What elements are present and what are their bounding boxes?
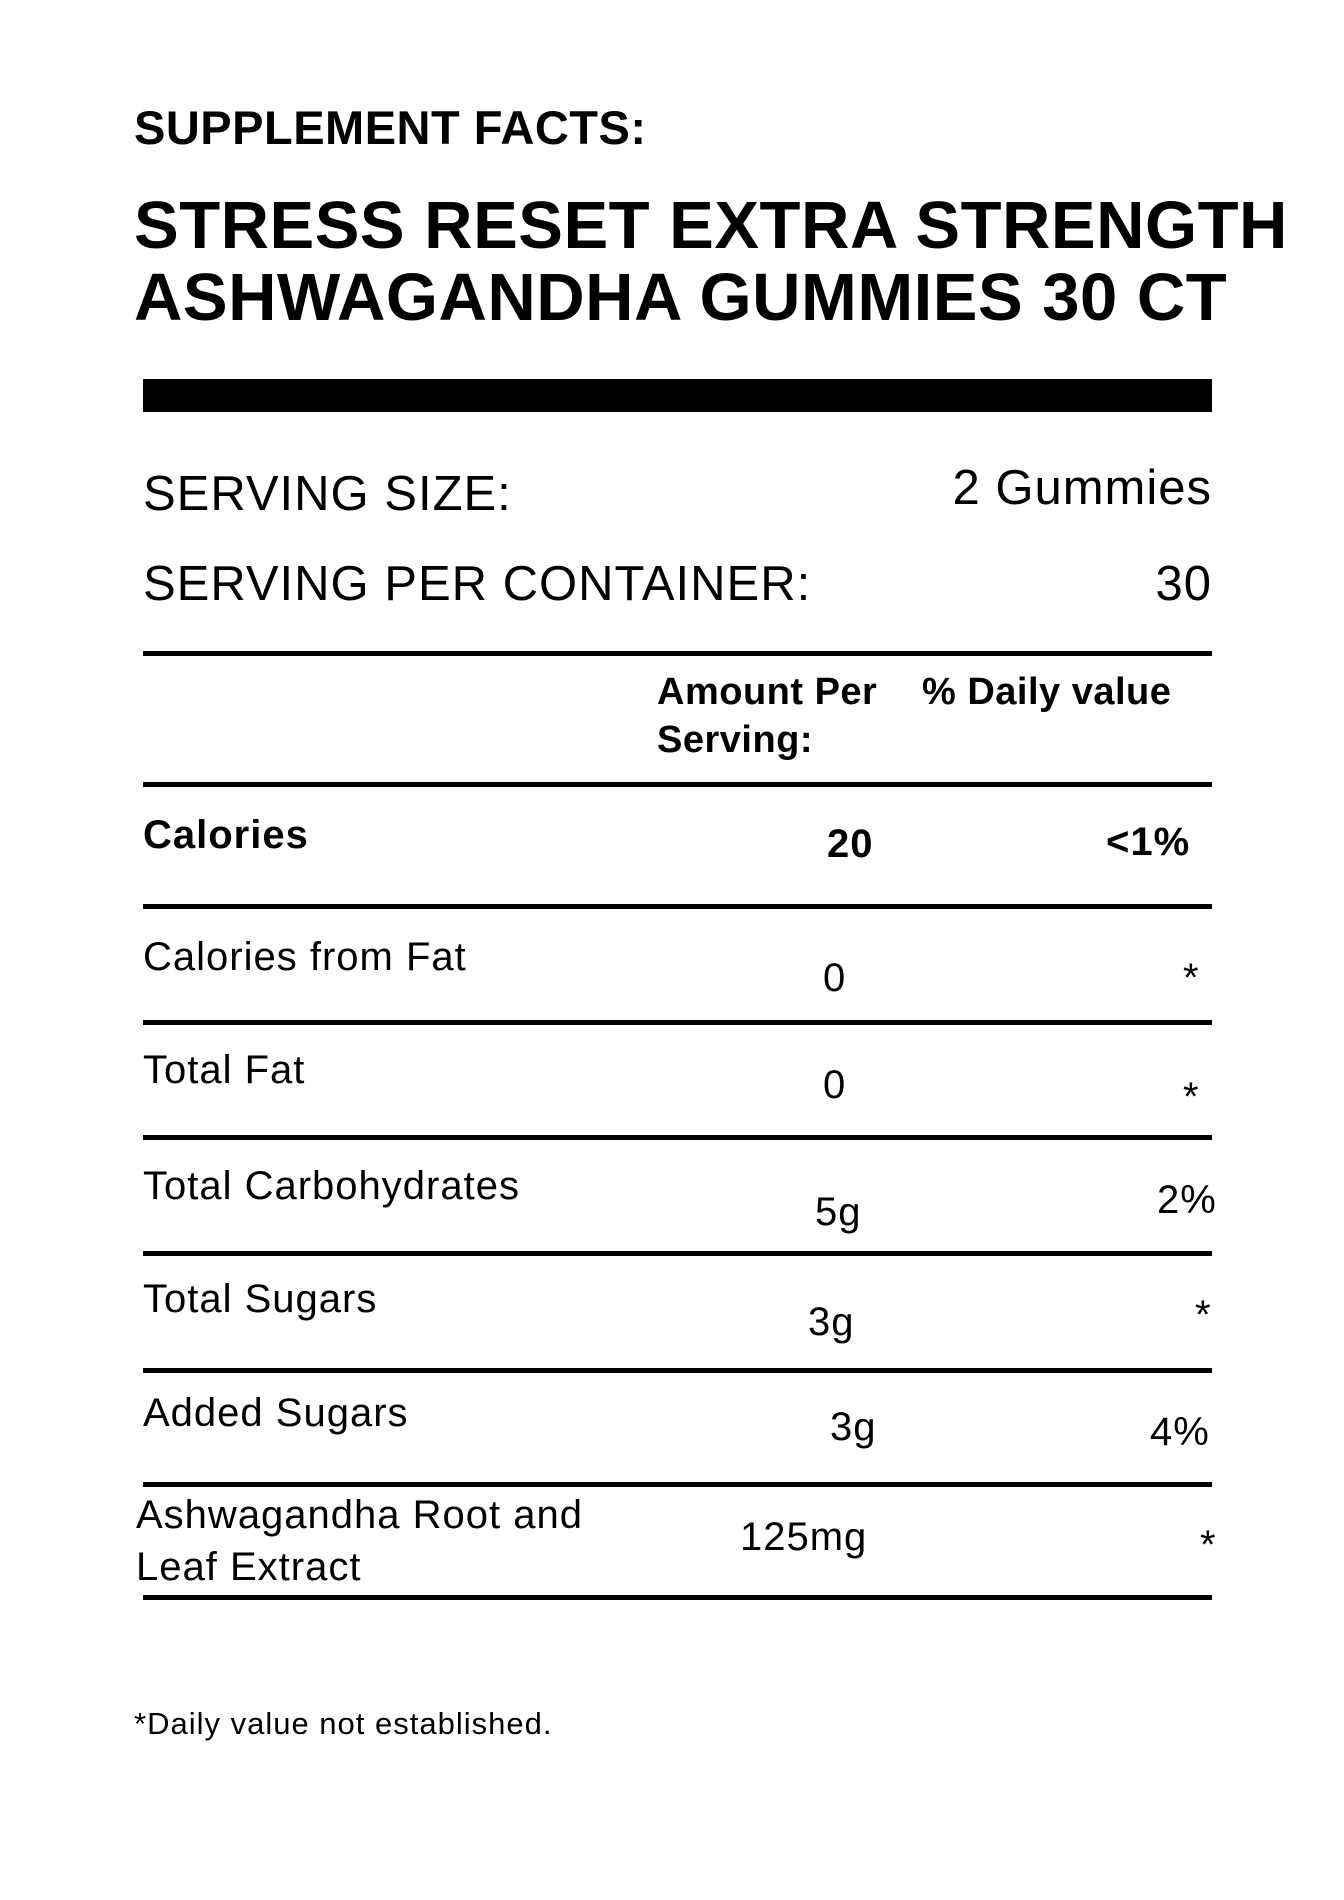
row-calories-from-fat-label: Calories from Fat	[143, 935, 467, 979]
daily-value-header: % Daily value	[922, 671, 1172, 713]
divider	[143, 904, 1212, 909]
divider	[143, 1251, 1212, 1256]
product-title	[134, 190, 1288, 334]
row-total-fat-dv: *	[1183, 1075, 1200, 1119]
row-calories-amount: 20	[827, 822, 874, 866]
row-ashwagandha-label-line-1: Ashwagandha Root and	[136, 1493, 583, 1537]
row-ashwagandha-label-line-2: Leaf Extract	[136, 1545, 362, 1589]
amount-header-line-2: Serving:	[657, 719, 814, 761]
row-added-sugars-dv: 4%	[1150, 1410, 1210, 1454]
divider	[143, 1368, 1212, 1373]
amount-header-line-1: Amount Per	[657, 671, 878, 713]
row-calories-dv: <1%	[1106, 820, 1191, 864]
row-calories-label: Calories	[143, 813, 309, 857]
row-calories-from-fat-dv: *	[1183, 956, 1200, 1000]
product-title-line-1: STRESS RESET EXTRA STRENGTH	[134, 188, 1288, 263]
supplement-facts-heading: SUPPLEMENT FACTS:	[134, 101, 647, 154]
row-ashwagandha-amount: 125mg	[740, 1515, 868, 1559]
row-total-fat-amount: 0	[823, 1063, 847, 1107]
row-total-carbohydrates-dv: 2%	[1157, 1178, 1217, 1222]
product-title-line-2: ASHWAGANDHA GUMMIES 30 CT	[134, 260, 1228, 335]
row-total-sugars-label: Total Sugars	[143, 1277, 378, 1321]
divider	[143, 782, 1212, 787]
row-total-sugars-dv: *	[1195, 1293, 1212, 1337]
row-total-carbohydrates-amount: 5g	[815, 1190, 862, 1234]
divider	[143, 1595, 1212, 1600]
serving-size-label: SERVING SIZE:	[143, 467, 512, 521]
divider	[143, 1482, 1212, 1487]
row-ashwagandha-dv: *	[1200, 1523, 1217, 1567]
servings-per-container-label: SERVING PER CONTAINER:	[143, 557, 812, 611]
divider	[143, 1020, 1212, 1025]
divider	[143, 651, 1212, 656]
servings-per-container-value: 30	[1155, 557, 1212, 611]
divider	[143, 1135, 1212, 1140]
row-added-sugars-amount: 3g	[830, 1405, 877, 1449]
thick-divider	[143, 379, 1212, 412]
row-total-carbohydrates-label: Total Carbohydrates	[143, 1164, 520, 1208]
amount-per-serving-header	[657, 668, 877, 764]
row-total-sugars-amount: 3g	[808, 1300, 855, 1344]
row-total-fat-label: Total Fat	[143, 1048, 306, 1092]
serving-size-value: 2 Gummies	[952, 461, 1212, 515]
row-calories-from-fat-amount: 0	[823, 956, 847, 1000]
row-ashwagandha-label	[136, 1489, 583, 1593]
footnote: *Daily value not established.	[134, 1706, 553, 1741]
row-added-sugars-label: Added Sugars	[143, 1391, 409, 1435]
